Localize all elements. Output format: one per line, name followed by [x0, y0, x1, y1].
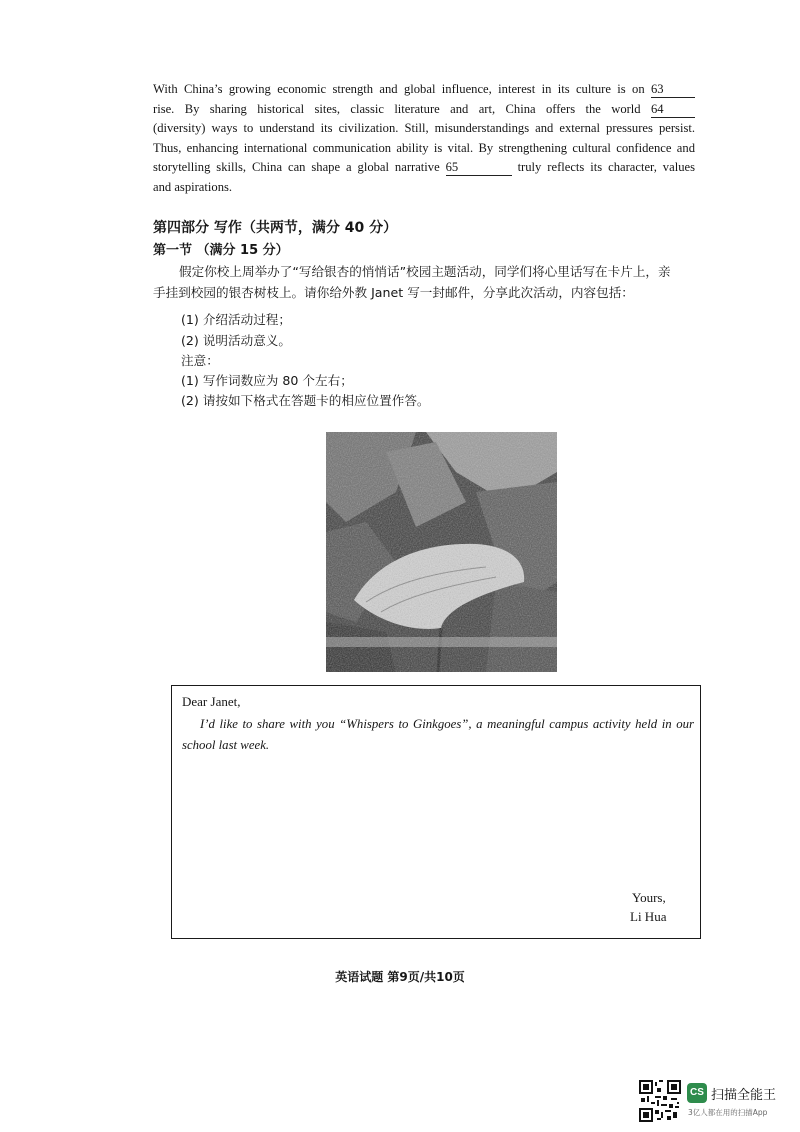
page-footer: 英语试题 第9页/共10页: [335, 970, 465, 984]
note-2: (2) 请按如下格式在答题卡的相应位置作答。: [181, 393, 430, 408]
camscanner-logo-icon: CS: [687, 1083, 707, 1103]
qr-code-icon: [639, 1080, 681, 1122]
subsection-heading: 第一节 （满分 15 分）: [153, 243, 289, 258]
prompt-line: 假定你校上周举办了“写给银杏的悄悄话”校园主题活动，同学们将心里话写在卡片上，亲: [179, 264, 671, 279]
prompt-line: 手挂到校园的银杏树枝上。请你给外教 Janet 写一封邮件，分享此次活动，内容包括：: [153, 285, 634, 300]
writing-prompt: [153, 261, 698, 303]
letter-opening: I’d like to share with you “Whispers to Ginkgoes”, a meaningful campus activity held in our school last week.: [182, 717, 694, 752]
requirement-2: (2) 说明活动意义。: [181, 333, 291, 348]
letter-closing: Yours,: [632, 890, 666, 905]
letter-greeting: Dear Janet,: [182, 694, 241, 709]
letter-signature: Li Hua: [630, 909, 667, 924]
cloze-passage: [153, 80, 695, 198]
note-label: 注意：: [181, 353, 219, 368]
section-heading: 第四部分 写作（共两节，满分 40 分）: [153, 220, 398, 236]
camscanner-name: 扫描全能王: [711, 1088, 777, 1103]
ginkgo-leaf-photo: [326, 432, 557, 672]
passage-line: With China’s growing economic strength and global influence, interest in its culture is on 63: [153, 80, 695, 100]
blank-64[interactable]: 64: [651, 102, 695, 118]
passage-line: and aspirations.: [153, 179, 233, 194]
requirement-1: (1) 介绍活动过程；: [181, 312, 291, 327]
passage-line: Thus, enhancing international communication ability is vital. By strengthening cultural confidence and: [153, 140, 695, 155]
passage-line: (diversity) ways to understand its civilization. Still, misunderstandings and external pressures persist.: [153, 121, 695, 136]
letter-answer-box[interactable]: [171, 685, 701, 939]
passage-line: storytelling skills, China can shape a global narrative 65 truly reflects its character, values: [153, 160, 695, 175]
note-1: (1) 写作词数应为 80 个左右；: [181, 373, 353, 388]
blank-65[interactable]: 65: [446, 160, 512, 176]
camscanner-slogan: 3亿人都在用的扫描App: [688, 1108, 768, 1117]
blank-63[interactable]: 63: [651, 82, 695, 98]
passage-line: rise. By sharing historical sites, classic literature and art, China offers the world 64: [153, 100, 695, 120]
